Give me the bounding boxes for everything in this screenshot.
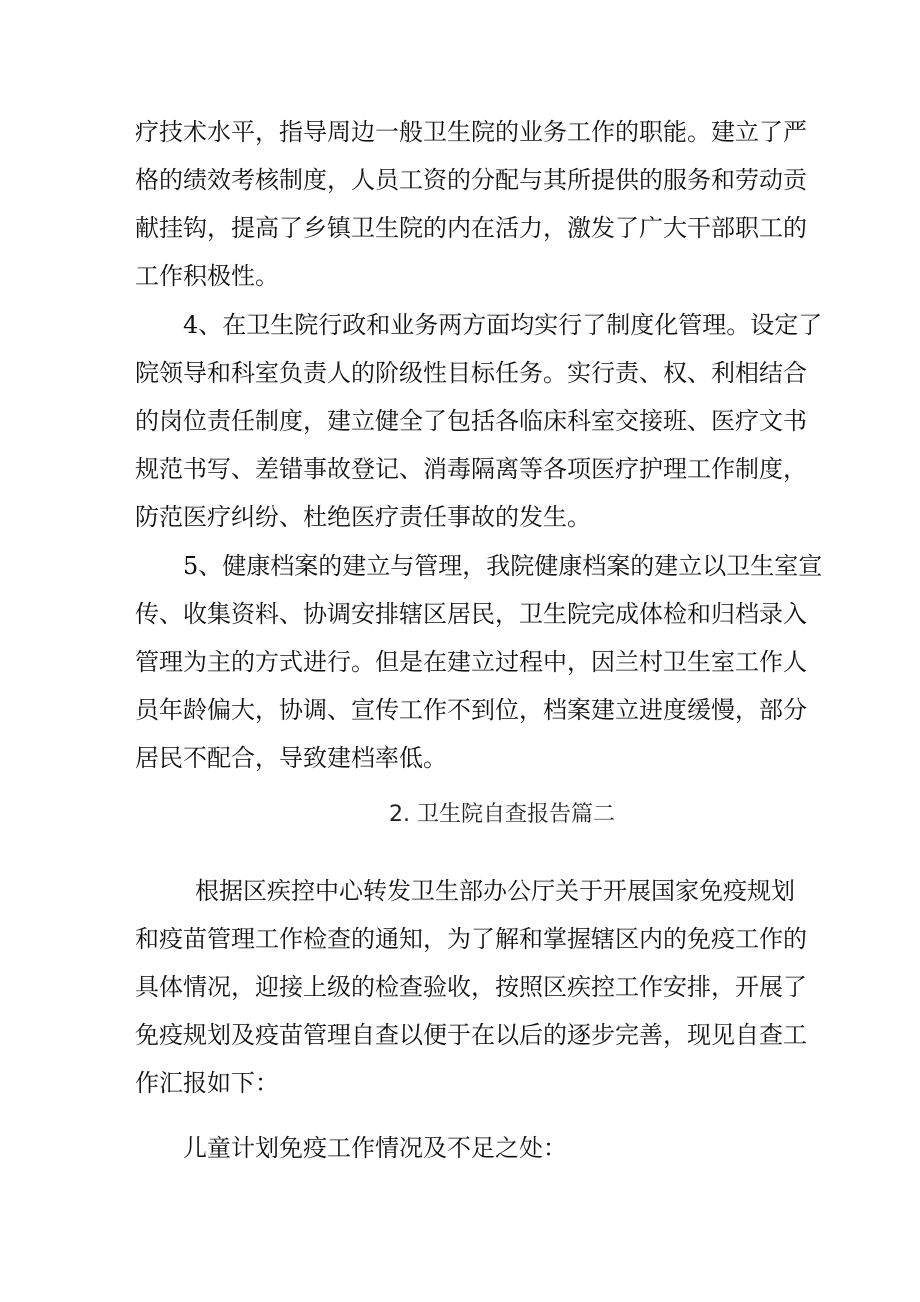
paragraph-line: 员年龄偏大，协调、宣传工作不到位，档案建立进度缓慢，部分 [135, 696, 807, 724]
section-heading-text: 2. 卫生院自查报告篇二 [389, 802, 615, 827]
paragraph-line: 管理为主的方式进行。但是在建立过程中，因兰村卫生室工作人 [135, 648, 807, 676]
paragraph-line: 疗技术水平，指导周边一般卫生院的业务工作的职能。建立了严 [135, 118, 807, 146]
section-heading [0, 795, 920, 835]
paragraph-line: 免疫规划及疫苗管理自查以便于在以后的逐步完善，现见自查工 [135, 1021, 807, 1049]
paragraph-line: 格的绩效考核制度，人员工资的分配与其所提供的服务和劳动贡 [135, 166, 807, 194]
paragraph-line: 作汇报如下： [135, 1069, 279, 1097]
paragraph-line: 规范书写、差错事故登记、消毒隔离等各项医疗护理工作制度， [135, 455, 807, 483]
paragraph-line: 防范医疗纠纷、杜绝医疗责任事故的发生。 [135, 503, 591, 531]
paragraph-line: 具体情况，迎接上级的检查验收，按照区疾控工作安排，开展了 [135, 973, 807, 1001]
paragraph-line: 儿童计划免疫工作情况及不足之处： [183, 1134, 567, 1162]
paragraph-line: 居民不配合，导致建档率低。 [135, 744, 447, 772]
paragraph-line: 献挂钩，提高了乡镇卫生院的内在活力，激发了广大干部职工的 [135, 214, 807, 242]
paragraph-line: 4、在卫生院行政和业务两方面均实行了制度化管理。设定了 [183, 311, 823, 339]
paragraph-line: 根据区疾控中心转发卫生部办公厅关于开展国家免疫规划 [195, 877, 795, 905]
paragraph-line: 院领导和科室负责人的阶级性目标任务。实行责、权、利相结合 [135, 359, 807, 387]
paragraph-line: 和疫苗管理工作检查的通知，为了解和掌握辖区内的免疫工作的 [135, 925, 807, 953]
paragraph-line: 5、健康档案的建立与管理，我院健康档案的建立以卫生室宣 [183, 552, 823, 580]
paragraph-line: 的岗位责任制度，建立健全了包括各临床科室交接班、医疗文书 [135, 407, 807, 435]
paragraph-line: 传、收集资料、协调安排辖区居民，卫生院完成体检和归档录入 [135, 600, 807, 628]
paragraph-line: 工作积极性。 [135, 262, 279, 290]
